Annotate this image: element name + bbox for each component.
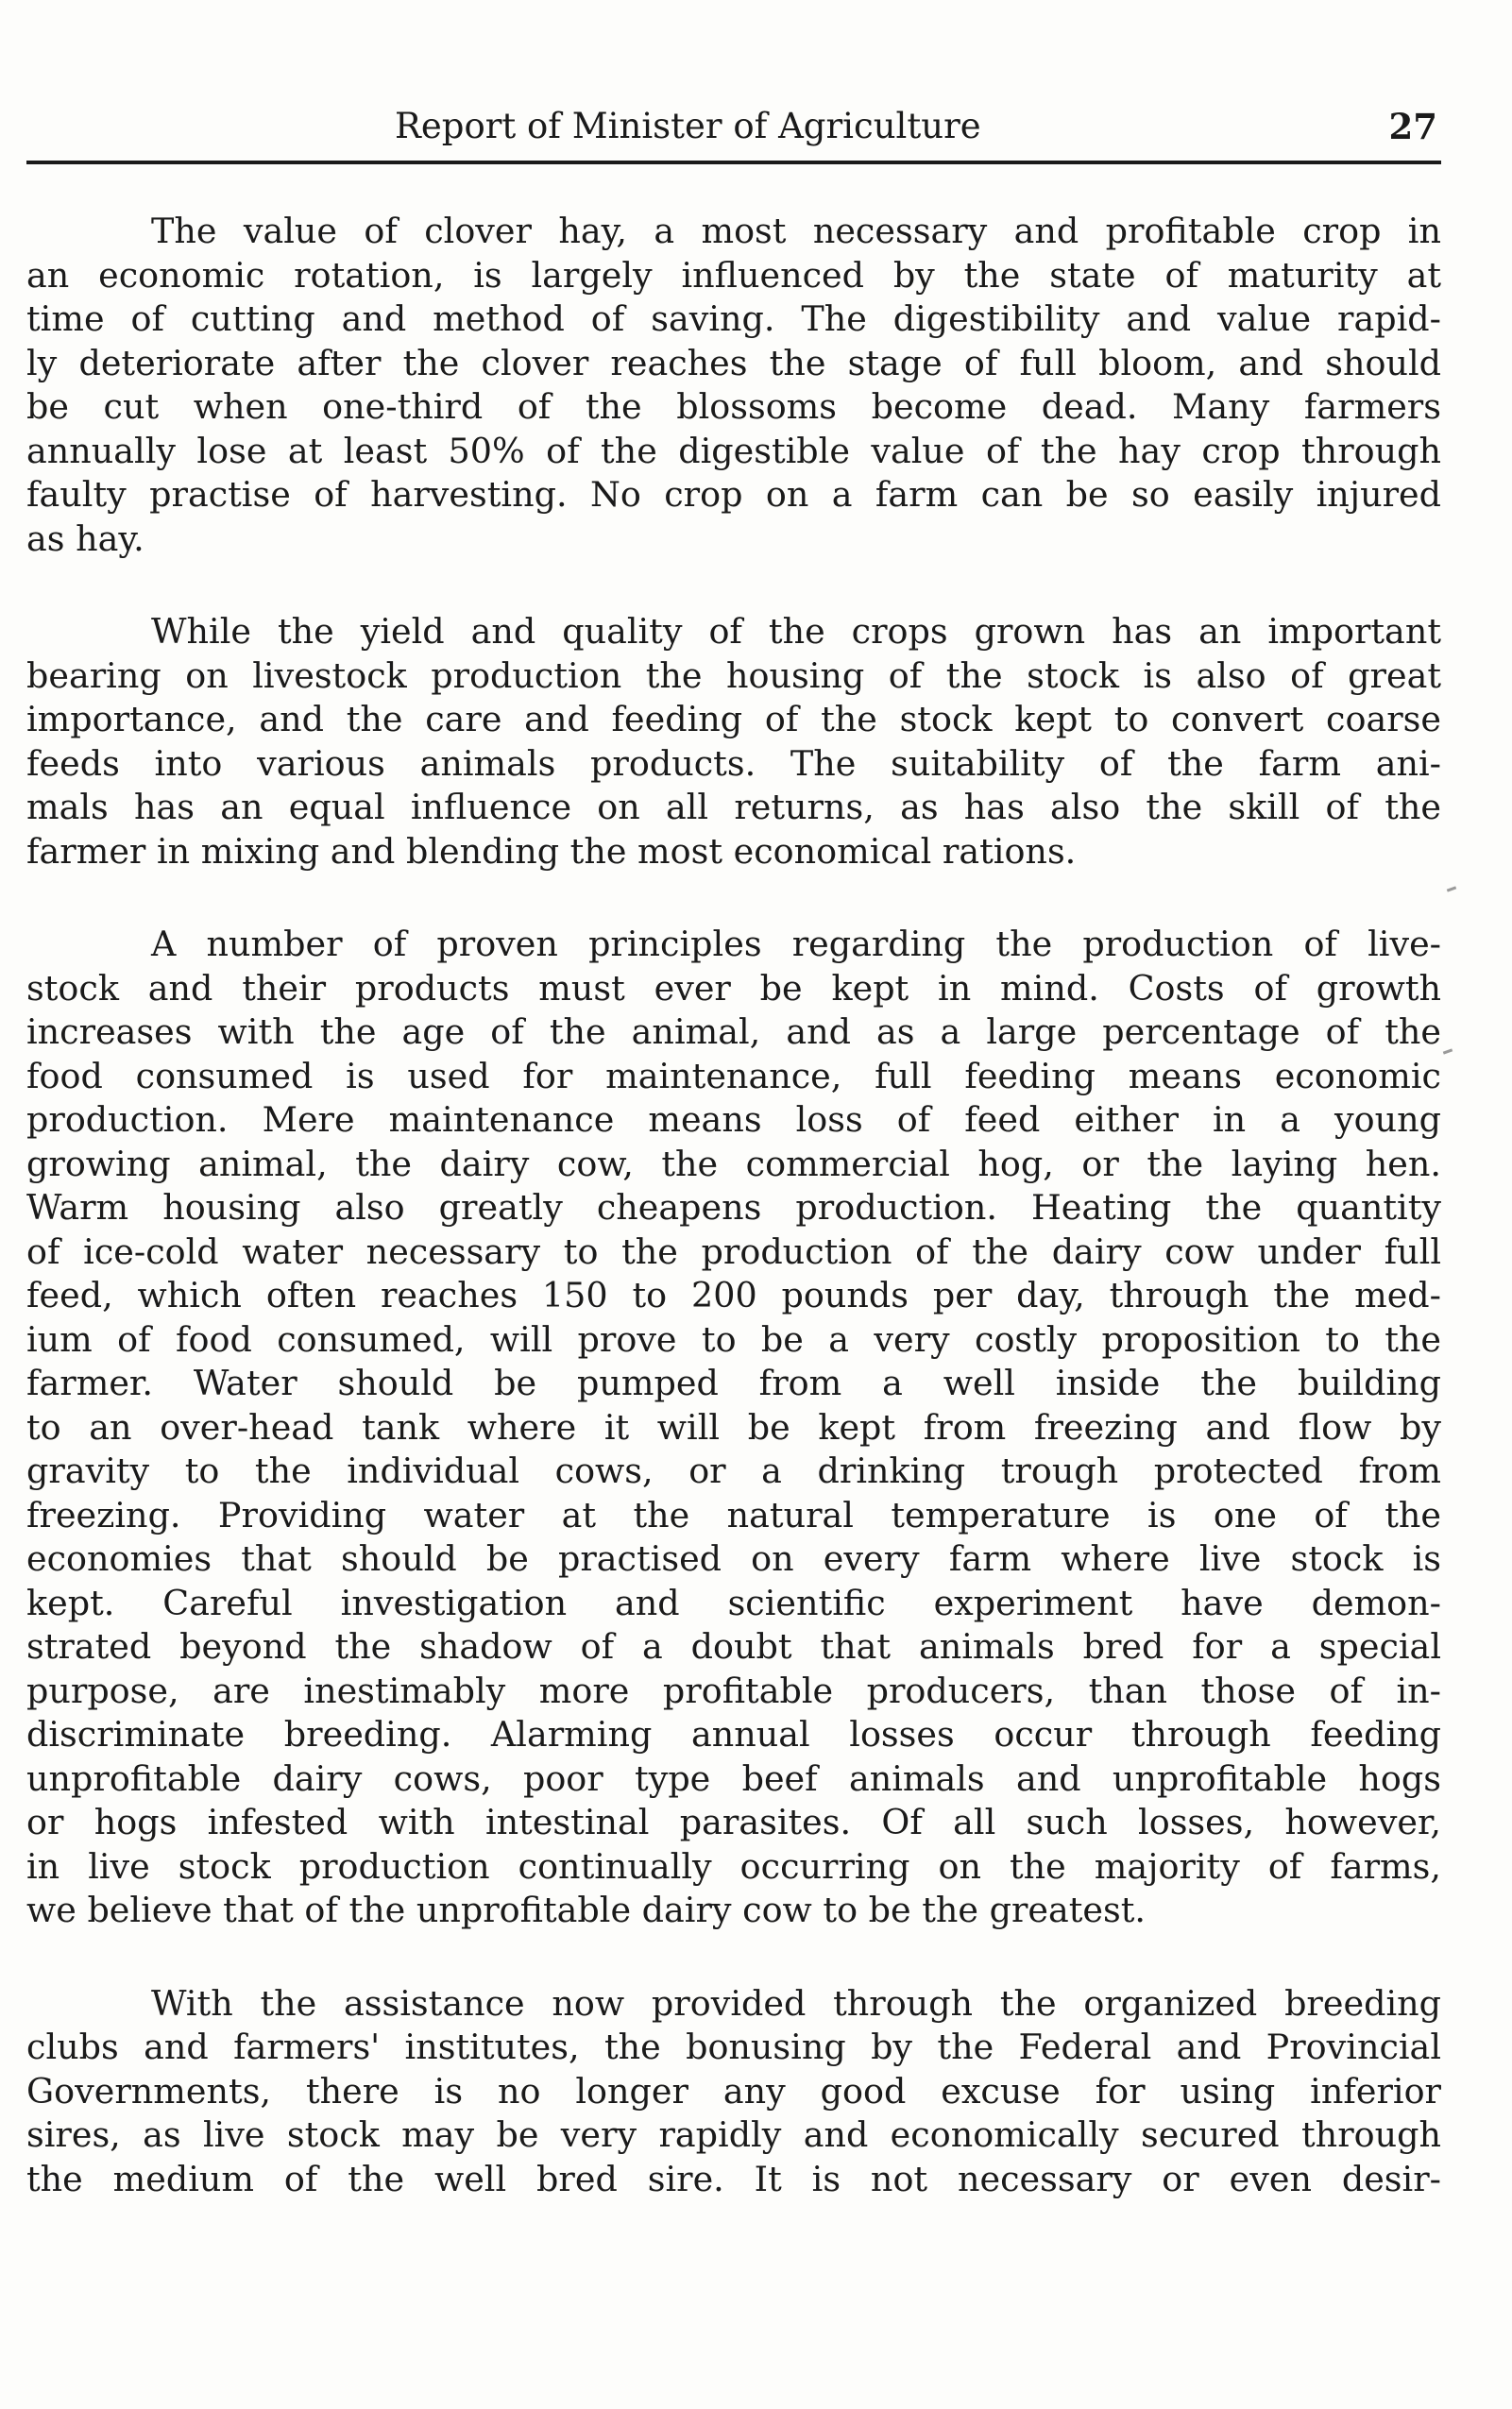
text-line: in live stock production continually occurring on the majority of farms,	[26, 1845, 1441, 1887]
running-header	[26, 102, 1441, 159]
text-line: importance, and the care and feeding of the stock kept to convert coarse	[26, 699, 1441, 739]
header-rule	[26, 161, 1441, 164]
paragraph-crop-yield-housing	[26, 610, 1441, 874]
text-line: as hay.	[26, 517, 144, 559]
text-line: strated beyond the shadow of a doubt that animals bred for a special	[26, 1626, 1441, 1667]
text-line: The value of clover hay, a most necessary and profitable crop in	[151, 211, 1441, 251]
text-line: bearing on livestock production the housing of the stock is also of great	[26, 654, 1441, 696]
text-line: feed, which often reaches 150 to 200 pounds per day, through the med-	[26, 1275, 1441, 1315]
text-line: discriminate breeding. Alarming annual losses occur through feeding	[26, 1714, 1441, 1755]
scan-speck	[1447, 886, 1456, 891]
text-line: growing animal, the dairy cow, the commercial hog, or the laying hen.	[26, 1143, 1441, 1184]
text-line: we believe that of the unprofitable dairy cow to be the greatest.	[26, 1890, 1147, 1930]
text-line: With the assistance now provided through the organized breeding	[151, 1982, 1441, 2024]
text-line: time of cutting and method of saving. The digestibility and value rapid-	[26, 298, 1441, 339]
text-line: food consumed is used for maintenance, full feeding means economic	[26, 1055, 1441, 1096]
text-line: kept. Careful investigation and scientific experiment have demon-	[26, 1582, 1441, 1623]
text-line: mals has an equal influence on all returns, as has also the skill of the	[26, 787, 1441, 827]
text-line: clubs and farmers' institutes, the bonusing by the Federal and Provincial	[26, 2027, 1441, 2067]
text-line: stock and their products must ever be kept in mind. Costs of growth	[26, 967, 1441, 1009]
text-line: unprofitable dairy cows, poor type beef animals and unprofitable hogs	[26, 1757, 1441, 1799]
text-line: increases with the age of the animal, and as a large percentage of the	[26, 1011, 1441, 1052]
text-line: production. Mere maintenance means loss of feed either in a young	[26, 1099, 1441, 1140]
text-line: gravity to the individual cows, or a drinking trough protected from	[26, 1450, 1441, 1491]
paragraph-livestock-principles	[26, 923, 1441, 1933]
text-line: Governments, there is no longer any good excuse for using inferior	[26, 2070, 1441, 2112]
text-line: economies that should be practised on every farm where live stock is	[26, 1538, 1441, 1579]
body-text	[26, 210, 1441, 2201]
text-line: ly deteriorate after the clover reaches the stage of full bloom, and should	[26, 342, 1441, 383]
page-number: 27	[1388, 106, 1437, 147]
text-line: ium of food consumed, will prove to be a very costly proposition to the	[26, 1318, 1441, 1360]
text-line: Warm housing also greatly cheapens production. Heating the quantity	[26, 1187, 1441, 1228]
running-title: Report of Minister of Agriculture	[395, 106, 981, 146]
text-line: A number of proven principles regarding the production of live-	[151, 924, 1441, 964]
text-line: annually lose at least 50% of the digestible value of the hay crop through	[26, 430, 1441, 471]
text-line: freezing. Providing water at the natural temperature is one of the	[26, 1494, 1441, 1535]
paragraph-clover-hay	[26, 210, 1441, 561]
text-line: feeds into various animals products. The suitability of the farm ani-	[26, 742, 1441, 784]
text-line: to an over-head tank where it will be kept from freezing and flow by	[26, 1406, 1441, 1448]
text-line: be cut when one-third of the blossoms become dead. Many farmers	[26, 386, 1441, 427]
paragraph-breeding-clubs	[26, 1982, 1441, 2202]
text-line: an economic rotation, is largely influenced by the state of maturity at	[26, 254, 1441, 296]
text-line: farmer. Water should be pumped from a well inside the building	[26, 1363, 1441, 1403]
text-line: or hogs infested with intestinal parasites. Of all such losses, however,	[26, 1802, 1441, 1842]
text-line: While the yield and quality of the crops grown has an important	[151, 611, 1441, 652]
text-line: faulty practise of harvesting. No crop on a farm can be so easily injured	[26, 474, 1441, 515]
scan-speck	[1443, 1048, 1453, 1054]
text-line: purpose, are inestimably more profitable producers, than those of in-	[26, 1670, 1441, 1711]
text-line: of ice-cold water necessary to the production of the dairy cow under full	[26, 1230, 1441, 1272]
text-line: farmer in mixing and blending the most economical rations.	[26, 830, 1077, 872]
text-line: the medium of the well bred sire. It is not necessary or even desir-	[26, 2158, 1441, 2199]
text-line: sires, as live stock may be very rapidly and economically secured through	[26, 2114, 1441, 2155]
